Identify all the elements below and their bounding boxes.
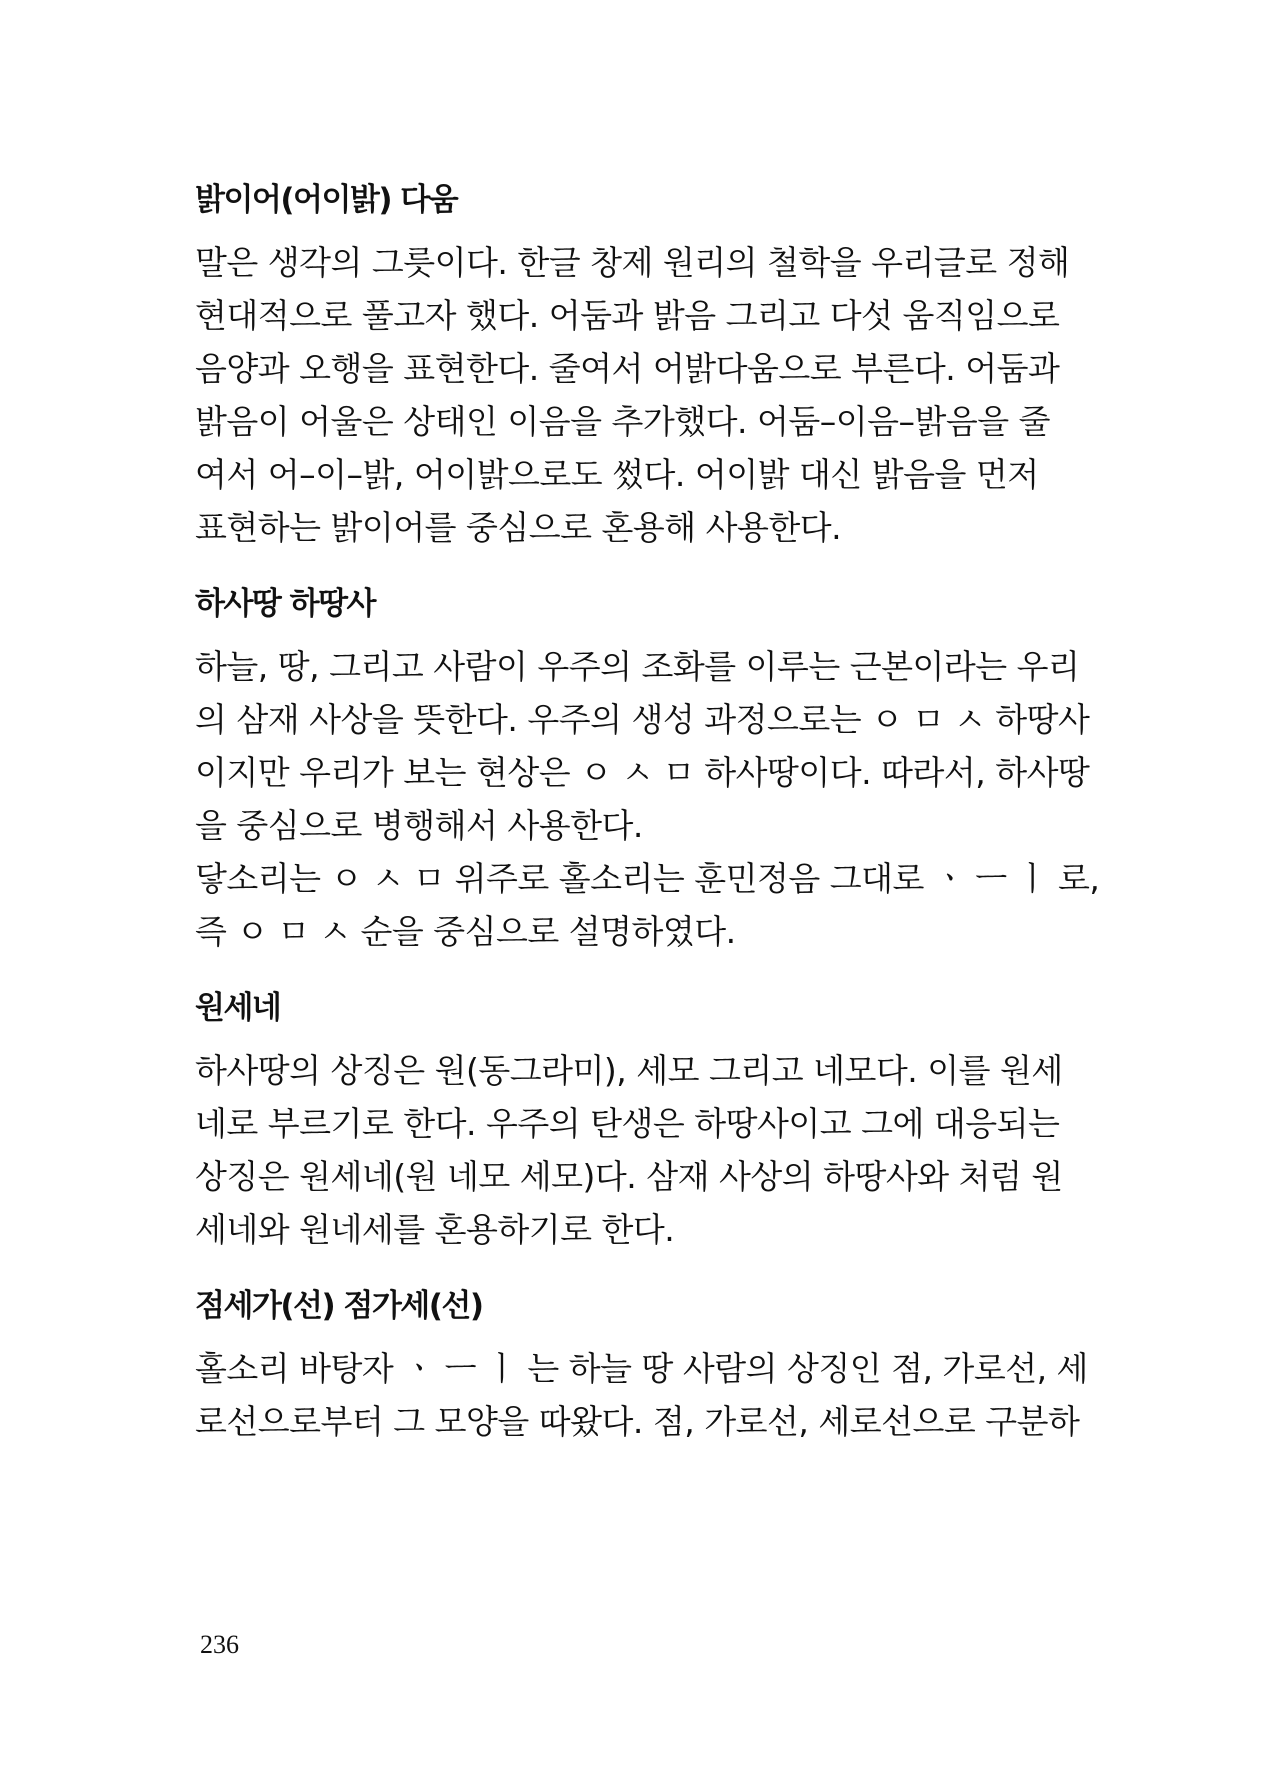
paragraph-line: 현대적으로 풀고자 했다. 어둠과 밝음 그리고 다섯 움직임으로 — [195, 296, 1060, 335]
paragraph-line: 하사땅의 상징은 원(동그라미), 세모 그리고 네모다. 이를 원세 — [195, 1051, 1063, 1090]
paragraph-line: 로선으로부터 그 모양을 따왔다. 점, 가로선, 세로선으로 구분하 — [195, 1402, 1080, 1441]
section-wonsene — [195, 986, 1095, 1256]
section-heading: 원세네 — [195, 990, 281, 1026]
section-jeomsega — [195, 1284, 1095, 1448]
paragraph-line: 닿소리는 ㅇ ㅅ ㅁ 위주로 홀소리는 훈민정음 그대로 ㆍ ㅡ ㅣ 로, — [195, 859, 1100, 898]
section-heading: 밝이어(어이밝) 다움 — [195, 182, 458, 218]
paragraph-line: 네로 부르기로 한다. 우주의 탄생은 하땅사이고 그에 대응되는 — [195, 1104, 1060, 1143]
paragraph-line: 하늘, 땅, 그리고 사람이 우주의 조화를 이루는 근본이라는 우리 — [195, 647, 1080, 686]
paragraph-line: 표현하는 밝이어를 중심으로 혼용해 사용한다. — [195, 508, 842, 547]
paragraph-line: 을 중심으로 병행해서 사용한다. — [195, 806, 643, 845]
paragraph-line: 밝음이 어울은 상태인 이음을 추가했다. 어둠–이음–밝음을 줄 — [195, 402, 1050, 441]
paragraph-line: 상징은 원세네(원 네모 세모)다. 삼재 사상의 하땅사와 처럼 원 — [195, 1157, 1063, 1196]
paragraph-line: 홀소리 바탕자 ㆍ ㅡ ㅣ 는 하늘 땅 사람의 상징인 점, 가로선, 세 — [195, 1349, 1088, 1388]
section-heading: 점세가(선) 점가세(선) — [195, 1288, 483, 1324]
paragraph-line: 세네와 원네세를 혼용하기로 한다. — [195, 1210, 675, 1249]
paragraph-line: 즉 ㅇ ㅁ ㅅ 순을 중심으로 설명하였다. — [195, 912, 736, 951]
section-hasattang — [195, 582, 1100, 958]
paragraph-line: 말은 생각의 그릇이다. 한글 창제 원리의 철학을 우리글로 정해 — [195, 243, 1070, 282]
paragraph-line: 의 삼재 사상을 뜻한다. 우주의 생성 과정으로는 ㅇ ㅁ ㅅ 하땅사 — [195, 700, 1090, 739]
page-content — [195, 178, 1100, 1448]
section-balgieo-daum — [195, 178, 1095, 554]
paragraph-line: 여서 어–이–밝, 어이밝으로도 썼다. 어이밝 대신 밝음을 먼저 — [195, 455, 1039, 494]
paragraph-line: 음양과 오행을 표현한다. 줄여서 어밝다움으로 부른다. 어둠과 — [195, 349, 1060, 388]
page-number: 236 — [200, 1630, 239, 1659]
paragraph-line: 이지만 우리가 보는 현상은 ㅇ ㅅ ㅁ 하사땅이다. 따라서, 하사땅 — [195, 753, 1090, 792]
section-heading: 하사땅 하땅사 — [195, 586, 375, 622]
